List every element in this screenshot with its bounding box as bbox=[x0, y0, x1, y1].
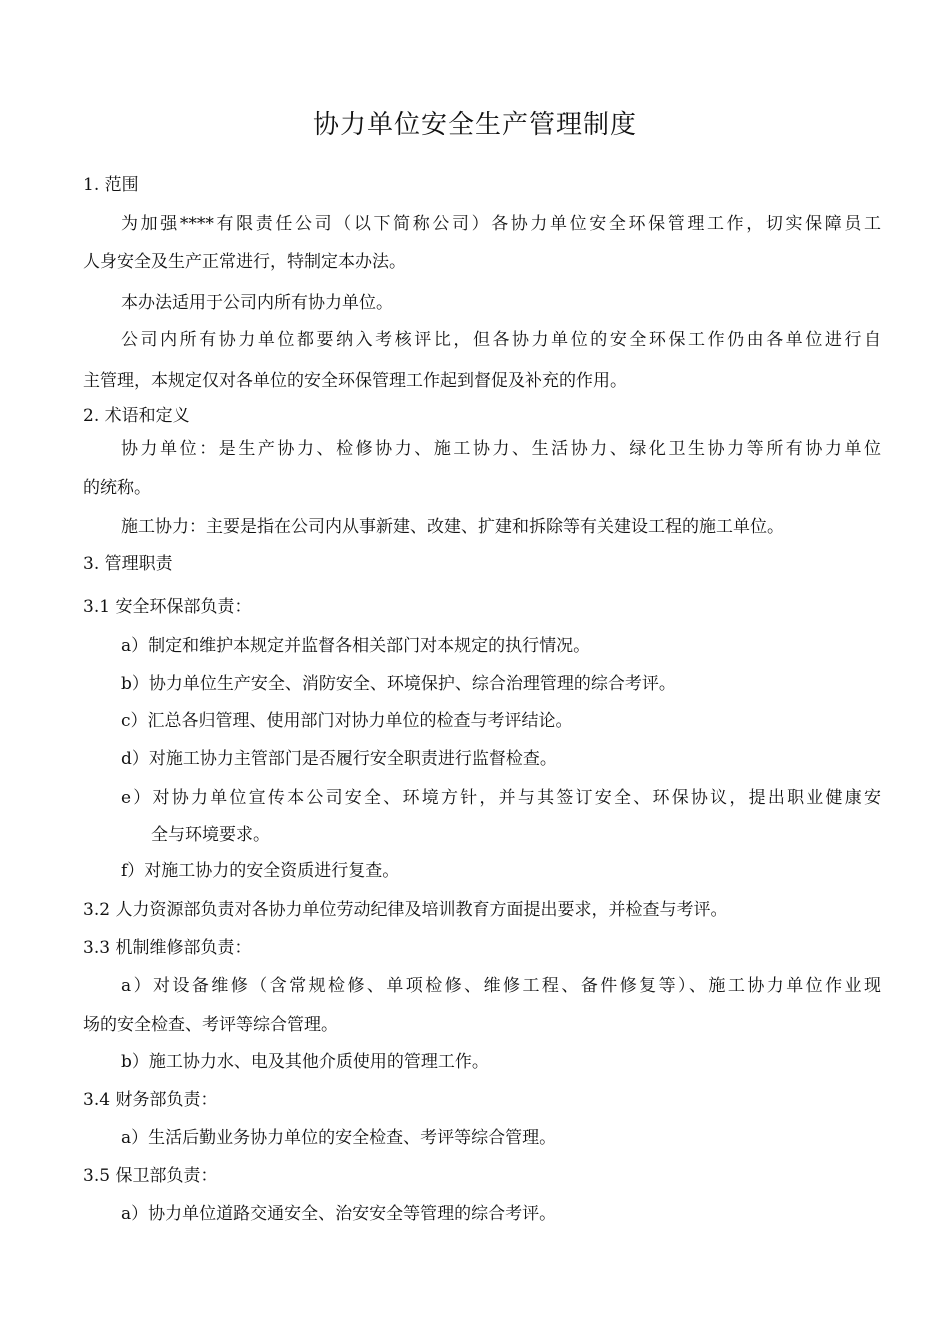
document-title: 协力单位安全生产管理制度 bbox=[312, 110, 637, 140]
list-item: a）生活后勤业务协力单位的安全检查、考评等综合管理。 bbox=[121, 1128, 557, 1148]
paragraph-line: 公司内所有协力单位都要纳入考核评比，但各协力单位的安全环保工作仍由各单位进行自 bbox=[121, 330, 881, 350]
list-item: f）对施工协力的安全资质进行复查。 bbox=[121, 861, 400, 881]
subsection-heading: 3.4 财务部负责： bbox=[83, 1090, 218, 1110]
paragraph-line: 为加强****有限责任公司（以下简称公司）各协力单位安全环保管理工作，切实保障员工 bbox=[121, 214, 881, 234]
paragraph-line: 人身安全及生产正常进行，特制定本办法。 bbox=[83, 252, 406, 272]
list-item: c）汇总各归管理、使用部门对协力单位的检查与考评结论。 bbox=[121, 711, 573, 731]
paragraph-line: 的统称。 bbox=[83, 478, 151, 498]
subsection-heading: 3.5 保卫部负责： bbox=[83, 1166, 218, 1186]
list-item: b）协力单位生产安全、消防安全、环境保护、综合治理管理的综合考评。 bbox=[121, 674, 676, 694]
list-item: a）对设备维修（含常规检修、单项检修、维修工程、备件修复等）、施工协力单位作业现 bbox=[121, 976, 881, 996]
paragraph-line: 施工协力：主要是指在公司内从事新建、改建、扩建和拆除等有关建设工程的施工单位。 bbox=[121, 517, 784, 537]
list-item: a）协力单位道路交通安全、治安安全等管理的综合考评。 bbox=[121, 1204, 557, 1224]
list-item: a）制定和维护本规定并监督各相关部门对本规定的执行情况。 bbox=[121, 636, 591, 656]
list-item: b）施工协力水、电及其他介质使用的管理工作。 bbox=[121, 1052, 489, 1072]
subsection-heading: 3.2 人力资源部负责对各协力单位劳动纪律及培训教育方面提出要求，并检查与考评。 bbox=[83, 900, 728, 920]
section-heading: 1. 范围 bbox=[83, 175, 139, 195]
subsection-heading: 3.3 机制维修部负责： bbox=[83, 938, 252, 958]
paragraph-line: 本办法适用于公司内所有协力单位。 bbox=[121, 293, 393, 313]
list-item-continuation: 全与环境要求。 bbox=[151, 825, 270, 845]
paragraph-line: 主管理，本规定仅对各单位的安全环保管理工作起到督促及补充的作用。 bbox=[83, 371, 627, 391]
subsection-heading: 3.1 安全环保部负责： bbox=[83, 597, 252, 617]
list-item-continuation: 场的安全检查、考评等综合管理。 bbox=[83, 1015, 338, 1035]
list-item: d）对施工协力主管部门是否履行安全职责进行监督检查。 bbox=[121, 749, 557, 769]
list-item: e）对协力单位宣传本公司安全、环境方针，并与其签订安全、环保协议，提出职业健康安 bbox=[121, 788, 881, 808]
section-heading: 3. 管理职责 bbox=[83, 554, 173, 574]
paragraph-line: 协力单位：是生产协力、检修协力、施工协力、生活协力、绿化卫生协力等所有协力单位 bbox=[121, 439, 881, 459]
section-heading: 2. 术语和定义 bbox=[83, 406, 190, 426]
